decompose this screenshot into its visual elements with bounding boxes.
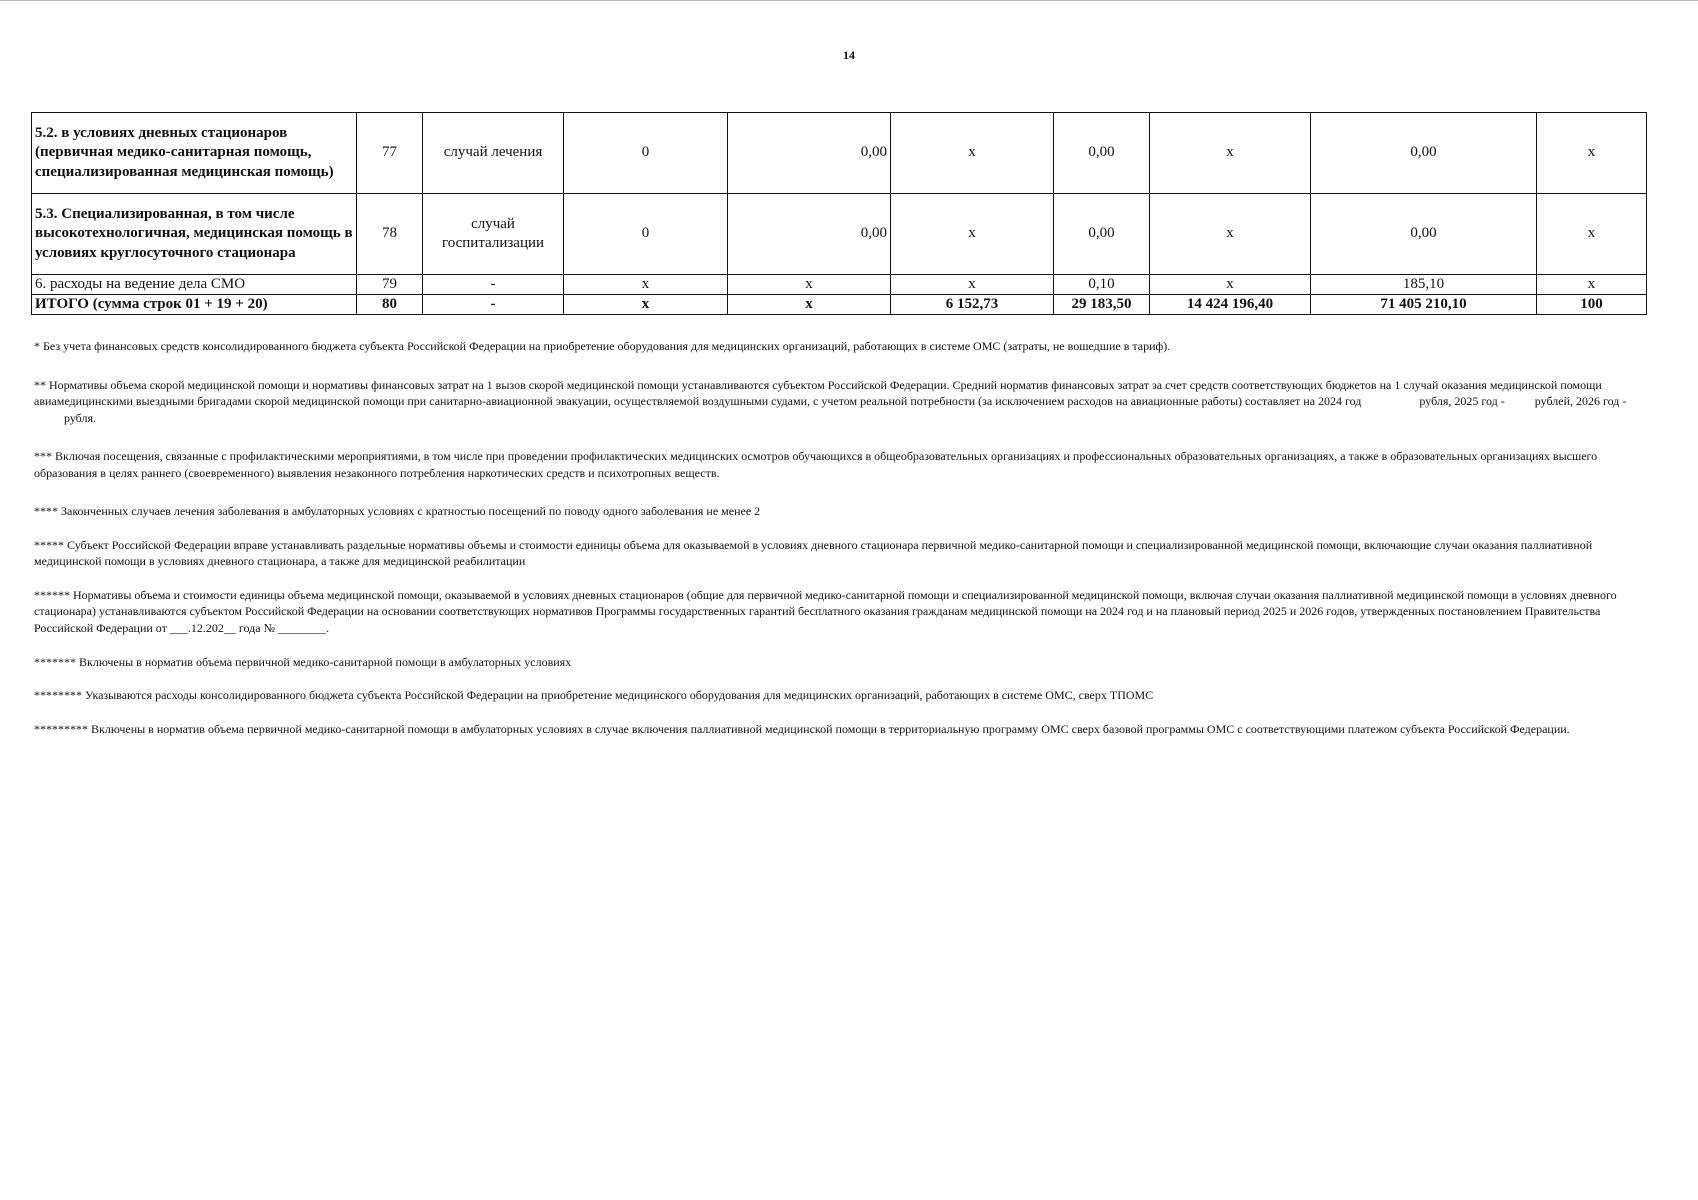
row-name: 5.2. в условиях дневных стационаров (первичная медико-санитарная помощь, специализированная медицинская помощь)	[32, 113, 357, 194]
value-cell: 0,00	[1054, 194, 1150, 275]
top-edge-line	[0, 0, 1698, 1]
footnote-5: ***** Субъект Российской Федерации вправе устанавливать раздельные нормативы объемы и стоимости единицы объема для оказываемой в условиях дневного стационара первичной медико-санитарной помощи и специализированной медицинской помощи, включающие случаи оказания паллиативной медицинской помощи в условиях дневного стационара, а также для медицинской реабилитации	[34, 537, 1593, 569]
footnote-2-part4: рубля.	[64, 410, 96, 425]
footnote-6: ****** Нормативы объема и стоимости единицы объема медицинской помощи, оказываемой в условиях дневных стационаров (общие для первичной медико-санитарной помощи и специализированной медицинской помощи, включая случаи оказания паллиативной медицинской помощи в условиях дневного стационара) устанавливаются субъектом Российской Федерации на основании соответствующих нормативов Программы государственных гарантий бесплатного оказания гражданам медицинской помощи на 2024 год и на плановый период 2025 и 2026 годов, утвержденных постановлением Правительства Российской Федерации от ___.12.202__ года № ________.	[34, 587, 1617, 636]
value-cell: x	[728, 295, 891, 315]
value-cell: x	[728, 275, 891, 295]
value-cell: x	[891, 194, 1054, 275]
unit-cell: случай лечения	[423, 113, 564, 194]
value-cell: 14 424 196,40	[1150, 295, 1311, 315]
value-cell: x	[1150, 194, 1311, 275]
footnote-3: *** Включая посещения, связанные с профилактическими мероприятиями, в том числе при проведении профилактических медицинских осмотров обучающихся в общеобразовательных организациях и профессиональных образовательных организациях, а также в образовательных организациях высшего образования в целях раннего (своевременного) выявления незаконного потребления наркотических средств и психотропных веществ.	[34, 449, 1598, 480]
unit-cell: -	[423, 295, 564, 315]
row-name: ИТОГО (сумма строк 01 + 19 + 20)	[32, 295, 357, 315]
footnote-4: **** Законченных случаев лечения заболевания в амбулаторных условиях с кратностью посещений по поводу одного заболевания не менее 2	[34, 504, 761, 519]
footnote-2	[34, 377, 1644, 427]
value-cell: x	[891, 113, 1054, 194]
footnote-7: ******* Включены в норматив объема первичной медико-санитарной помощи в амбулаторных условиях	[34, 654, 572, 669]
value-cell: 100	[1537, 295, 1647, 315]
row-number: 80	[357, 295, 423, 315]
value-cell: 0,00	[1054, 113, 1150, 194]
value-cell: x	[1150, 275, 1311, 295]
value-cell: 29 183,50	[1054, 295, 1150, 315]
table-row	[32, 194, 1647, 275]
value-cell: 6 152,73	[891, 295, 1054, 315]
value-cell: x	[891, 275, 1054, 295]
unit-cell: -	[423, 275, 564, 295]
value-cell: x	[1150, 113, 1311, 194]
row-name: 5.3. Специализированная, в том числе высокотехнологичная, медицинская помощь в условиях круглосуточного стационара	[32, 194, 357, 275]
page-number: 14	[843, 48, 855, 62]
footnotes	[34, 338, 1644, 754]
value-cell: 0,00	[1311, 194, 1537, 275]
row-name: 6. расходы на ведение дела СМО	[32, 275, 357, 295]
footnote-2-part2: рубля, 2025 год -	[1419, 394, 1505, 409]
value-cell: 0,00	[1311, 113, 1537, 194]
table-row	[32, 275, 1647, 295]
value-cell: x	[564, 295, 728, 315]
footnote-1: * Без учета финансовых средств консолидированного бюджета субъекта Российской Федерации на приобретение оборудования для медицинских организаций, работающих в системе ОМС (затраты, не вошедшие в тариф).	[34, 339, 1171, 353]
footnote-2-part3: рублей, 2026 год -	[1534, 394, 1627, 409]
value-cell: 0	[564, 113, 728, 194]
value-cell: 0,10	[1054, 275, 1150, 295]
footnote-8: ******** Указываются расходы консолидированного бюджета субъекта Российской Федерации на приобретение медицинского оборудования для медицинских организаций, работающих в системе ОМС, сверх ТПОМС	[34, 688, 1154, 703]
table-row	[32, 113, 1647, 194]
value-cell: 185,10	[1311, 275, 1537, 295]
total-row	[32, 295, 1647, 315]
value-cell: x	[564, 275, 728, 295]
financing-table	[31, 112, 1647, 315]
value-cell: 0,00	[728, 194, 891, 275]
row-number: 79	[357, 275, 423, 295]
value-cell: 0,00	[728, 113, 891, 194]
value-cell: 71 405 210,10	[1311, 295, 1537, 315]
footnote-9: ********* Включены в норматив объема первичной медико-санитарной помощи в амбулаторных условиях в случае включения паллиативной медицинской помощи в территориальную программу ОМС сверх базовой программы ОМС с соответствующими платежом субъекта Российской Федерации.	[34, 721, 1570, 736]
value-cell: x	[1537, 194, 1647, 275]
row-number: 78	[357, 194, 423, 275]
unit-cell: случай госпитализации	[423, 194, 564, 275]
value-cell: x	[1537, 113, 1647, 194]
row-number: 77	[357, 113, 423, 194]
value-cell: x	[1537, 275, 1647, 295]
footnote-2-text: ** Нормативы объема скорой медицинской помощи и нормативы финансовых затрат на 1 вызов скорой медицинской помощи устанавливаются субъектом Российской Федерации. Средний норматив финансовых затрат за счет средств соответствующих бюджетов на 1 случай оказания медицинской помощи авиамедицинскими выездными бригадами скорой медицинской помощи при санитарно-авиационной эвакуации, осуществляемой воздушными судами, с учетом реальной потребности (за исключением расходов на авиационные работы) составляет на 2024 год	[34, 377, 1602, 409]
value-cell: 0	[564, 194, 728, 275]
